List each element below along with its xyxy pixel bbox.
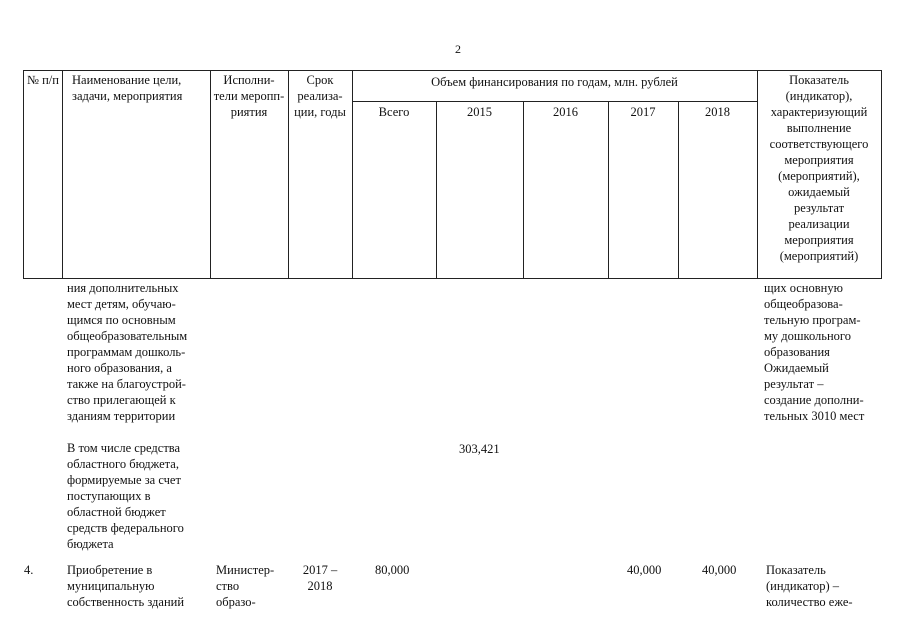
item4-name: Приобретение в муниципальную собственность зданий: [67, 563, 185, 609]
header-total: Всего: [378, 105, 410, 119]
sub-name: В том числе средства областного бюджета, формируемые за счет поступающих в областной бюджет средств федерального бюджета: [67, 441, 184, 551]
item4-total: 80,000: [375, 563, 410, 577]
item4-term: 2017 – 2018: [302, 563, 338, 593]
header-num: № п/п: [27, 73, 59, 87]
header-funding: Объем финансирования по годам, млн. рублей: [431, 75, 678, 89]
item4-2018: 40,000: [702, 563, 737, 577]
header-2016: 2016: [553, 105, 578, 119]
header-2017: 2017: [630, 105, 656, 119]
page-number: 2: [455, 42, 461, 56]
sub-2015-value: 303,421: [459, 442, 500, 456]
item4-indicator: Показатель (индикатор) – количество еже-: [766, 563, 853, 609]
header-term: Срок реализа- ции, годы: [294, 73, 346, 119]
cont-indicator: щих основную общеобразова- тельную програм- му дошкольного образования Ожидаемый результат – создание дополни- тельных 3010 мест: [764, 281, 865, 423]
item4-num: 4.: [24, 563, 34, 577]
header-2018: 2018: [705, 105, 730, 119]
item4-2017: 40,000: [627, 563, 662, 577]
header-indicator: Показатель (индикатор), характеризующий выполнение соответствующего мероприятия (мероприятий), ожидаемый результат реализации мероприятия (мероприятий): [769, 73, 869, 263]
header-name: Наименование цели, задачи, мероприятия: [72, 73, 183, 103]
item4-executor: Министер- ство образо-: [216, 563, 275, 609]
cont-name: ния дополнительных мест детям, обучаю- щимся по основным общеобразовательным программам дошколь- ного образования, а также на благоустрой- ство прилегающей к зданиям территории: [67, 281, 188, 423]
header-executor: Исполни- тели меропп- риятия: [213, 73, 285, 119]
header-2015: 2015: [467, 105, 492, 119]
